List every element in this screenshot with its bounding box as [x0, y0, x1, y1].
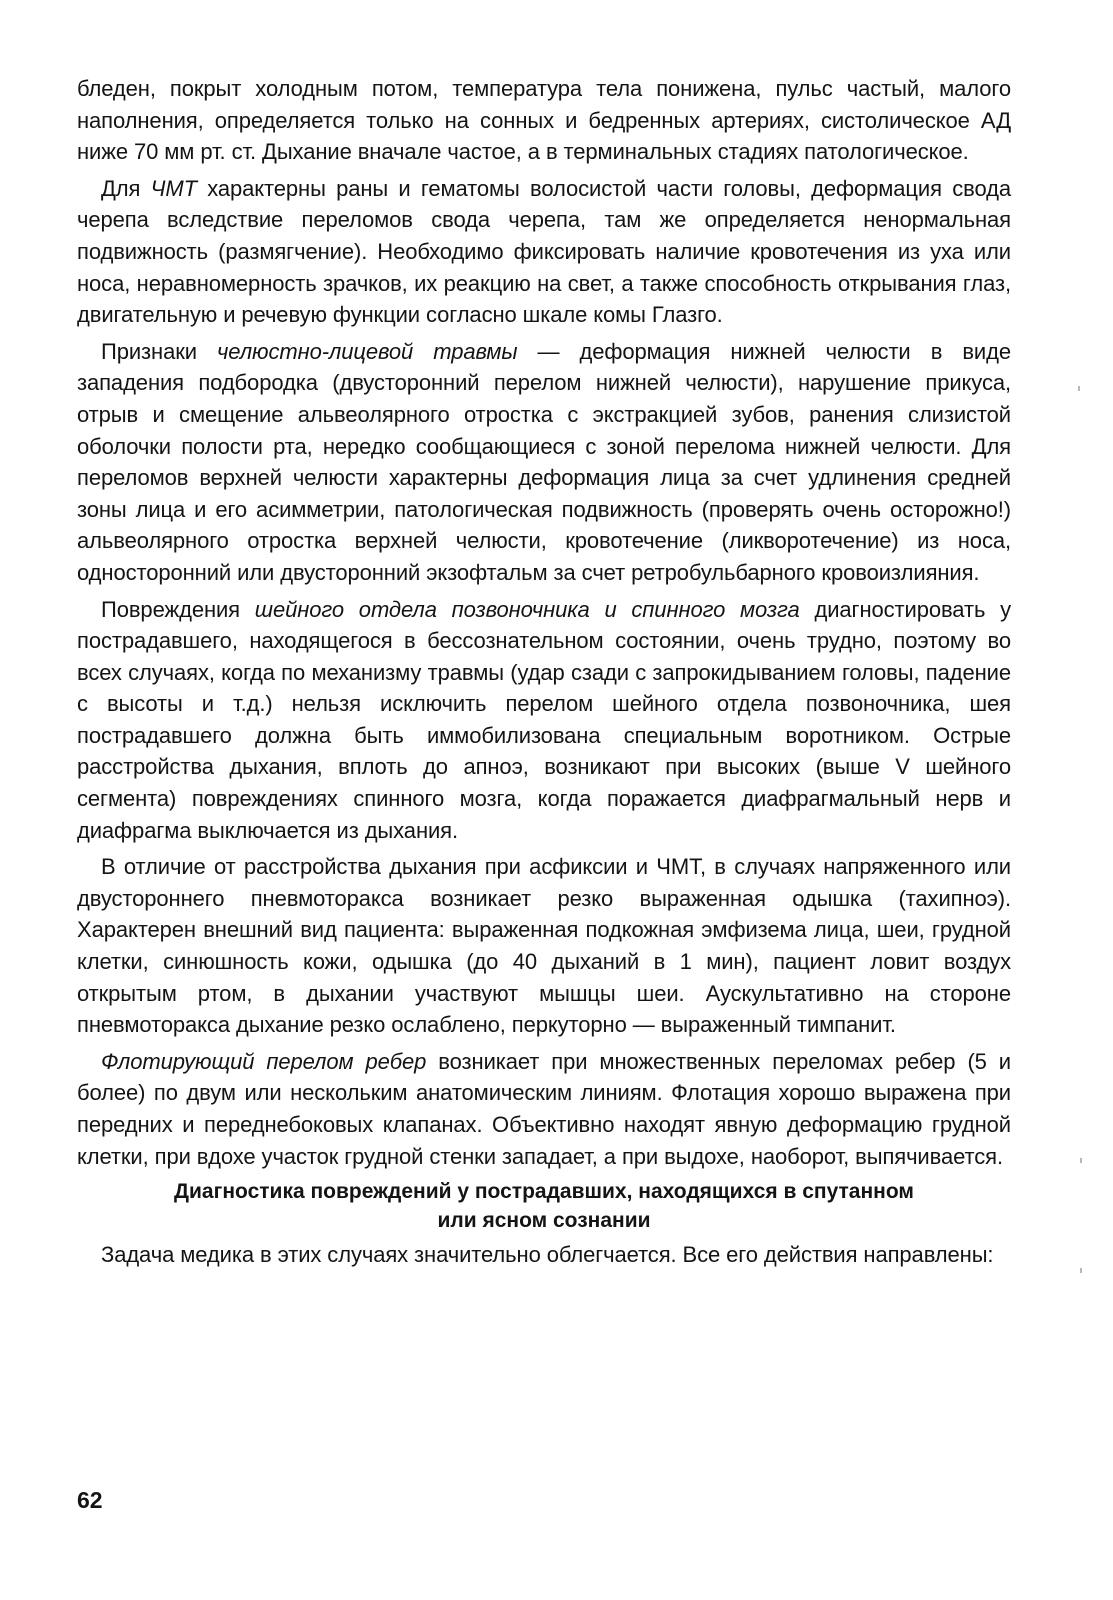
paragraph-text: Повреждения	[101, 596, 255, 622]
paragraph-text: бледен, покрыт холодным потом, температура тела понижена, пульс частый, малого наполнения, определяется только на сонных и бедренных артериях, систолическое АД ниже 70 мм рт. ст. Дыхание вначале частое, а в терминальных стадиях патологическое.	[77, 76, 1011, 165]
paragraph-cervical-spine	[77, 594, 1011, 847]
paragraph-pneumothorax	[77, 851, 1011, 1041]
scan-speck	[1080, 1268, 1082, 1273]
italic-term: ЧМТ	[150, 175, 197, 201]
page-number: 62	[77, 1487, 103, 1513]
paragraph-conscious-patients: Задача медика в этих случаях значительно облегчается. Все его действия направлены:	[101, 1242, 994, 1268]
paragraph-text: возникает при множественных переломах ребер (5 и более) по двум или нескольким анатомическим линиям. Флотация хорошо выражена при передних и переднебоковых клапанах. Объективно находят явную деформацию грудной клетки, при вдохе участок грудной стенки западает, а при выдохе, наоборот, выпячивается.	[77, 1048, 1011, 1169]
italic-term: Флотирующий перелом ребер	[101, 1048, 427, 1074]
scan-speck	[1080, 1158, 1082, 1163]
paragraph-text: В отличие от расстройства дыхания при асфиксии и ЧМТ, в случаях напряженного или двустороннего пневмоторакса возникает резко выраженная одышка (тахипноэ). Характерен внешний вид пациента: выраженная подкожная эмфизема лица, шеи, грудной клетки, синюшность кожи, одышка (до 40 дыханий в 1 мин), пациент ловит воздух открытым ртом, в дыхании участвуют мышцы шеи. Аускультативно на стороне пневмоторакса дыхание резко ослаблено, перкуторно — выраженный тимпанит.	[77, 854, 1011, 1038]
paragraph-text: Для	[101, 175, 151, 201]
section-heading	[117, 1177, 971, 1235]
paragraph-flail-chest	[77, 1046, 1011, 1172]
italic-term: челюстно-лицевой травмы	[217, 338, 518, 364]
paragraph-shock-symptoms	[77, 73, 1011, 168]
paragraph-maxillofacial-trauma	[77, 336, 1011, 589]
italic-term: шейного отдела позвоночника и спинного мозга	[254, 596, 800, 622]
scan-speck	[1078, 386, 1080, 391]
paragraph-text: — деформация нижней челюсти в виде западения подбородка (двусторонний перелом нижней челюсти), нарушение прикуса, отрыв и смещение альвеолярного отростка с экстракцией зубов, ранения слизистой оболочки полости рта, нередко сообщающиеся с зоной перелома нижней челюсти. Для переломов верхней челюсти характерны деформация лица за счет удлинения средней зоны лица и его асимметрии, патологическая подвижность (проверять очень осторожно!) альвеолярного отростка верхней челюсти, кровотечение (ликворотечение) из носа, односторонний или двусторонний экзофтальм за счет ретробульбарного кровоизлияния.	[77, 338, 1011, 585]
paragraph-text: характерны раны и гематомы волосистой части головы, деформация свода черепа вследствие переломов свода черепа, там же определяется ненормальная подвижность (размягчение). Необходимо фиксировать наличие кровотечения из уха или носа, неравномерность зрачков, их реакцию на свет, а также способность открывания глаз, двигательную и речевую функции согласно шкале комы Глазго.	[77, 175, 1011, 328]
paragraph-tbi	[77, 173, 1011, 331]
section-heading-line-2: или ясном сознании	[437, 1209, 651, 1233]
paragraph-text: диагностировать у пострадавшего, находящегося в бессознательном состоянии, очень трудно, поэтому во всех случаях, когда по механизму травмы (удар сзади с запрокидыванием головы, падение с высоты и т.д.) нельзя исключить перелом шейного отдела позвоночника, шея пострадавшего должна быть иммобилизована специальным воротником. Острые расстройства дыхания, вплоть до апноэ, возникают при высоких (выше V шейного сегмента) повреждениях спинного мозга, когда поражается диафрагмальный нерв и диафрагма выключается из дыхания.	[77, 596, 1011, 843]
paragraph-text: Признаки	[101, 338, 217, 364]
section-heading-line-1: Диагностика повреждений у пострадавших, находящихся в спутанном	[174, 1180, 914, 1204]
page-body	[77, 73, 1011, 1276]
